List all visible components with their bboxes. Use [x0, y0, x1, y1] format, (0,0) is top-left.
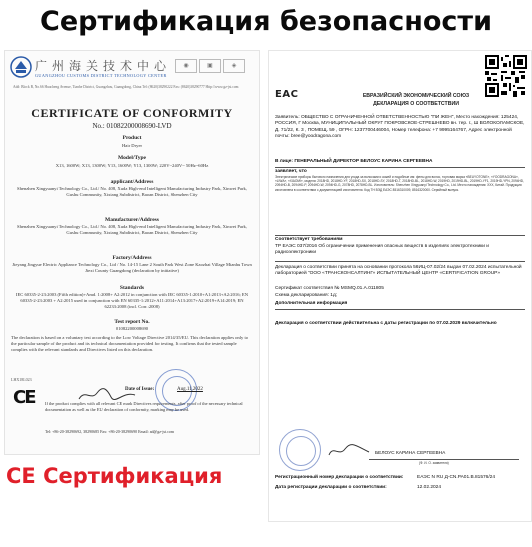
- ce-certificate: [4, 50, 260, 455]
- ce-certification-label: CE Сертификация: [6, 464, 223, 488]
- model-label: Model/Type: [117, 155, 146, 161]
- qr-code-icon: [485, 55, 527, 97]
- lab-name: 广州海关技术中心: [35, 59, 172, 73]
- eac-validity: Декларация о соответствии действительна с даты регистрации по 07.02.2029 включительно: [275, 321, 497, 326]
- manufacturer-value: Shenzhen Xingyuanyi Technology Co., Ltd./ No. 408, Xuda High-end Intelligent Manufacturing Industry Park, Xinwei Park, Gushu Community, Xixiang Subdistrict, Baoan District, Shenzhen City: [17, 224, 247, 235]
- report-label: Test report No.: [114, 319, 150, 325]
- model-value: X13, 1600W; X13, 1300W; Y13, 1600W; Y13, 1300W; 220V~240V~ 50Hz~60Hz: [55, 163, 209, 168]
- factory-label: Factory/Address: [112, 255, 152, 261]
- issue-date-value: Aug.11,2022: [177, 387, 203, 392]
- ce-mark-icon: CE: [13, 387, 35, 408]
- lab-code: LHX18L023: [11, 377, 32, 382]
- tr-label: Соответствует требованиям: [275, 237, 343, 242]
- eac-basis: Декларация о соответствии принята на основании протокола 56ИЦ-07.02/24 выдан 07.02.2024 испытательной лабораторией "ООО «ТРАНСКОНСАЛТИНГ» ИСПЫТАТЕЛЬНЫЙ ЦЕНТР «CERTIFICATION GROUP»: [275, 265, 522, 277]
- declares-label: заявляет, что: [275, 169, 307, 174]
- reg-date-label: Дата регистрации декларации о соответствии:: [275, 485, 387, 490]
- lab-logo-icon: [9, 55, 33, 79]
- lab-subtitle: GUANGZHOU CUSTOMS DISTRICT TECHNOLOGY CENTER: [35, 73, 167, 78]
- eac-scheme: Схема декларирования: 1д;: [275, 293, 338, 298]
- certificate-number: No.: 01082200008690-LVD: [92, 122, 172, 130]
- divider: [275, 261, 525, 262]
- eac-accreditation: Сертификат соответствия № MSMQ.01.А.011805: [275, 286, 384, 291]
- product-value: Hair Dryer: [121, 143, 143, 148]
- reg-number-label: Регистрационный номер декларации о соответствии:: [275, 475, 404, 480]
- reg-number-value: ЕАЭС N RU Д-CN.РА01.В.81576/24: [417, 475, 495, 480]
- issue-date-label: Date of Issue:: [125, 387, 155, 392]
- extra-info-label: Дополнительная информация: [275, 301, 348, 306]
- declaration-type: ДЕКЛАРАЦИЯ О СООТВЕТСТВИИ: [373, 101, 459, 107]
- applicant-label: applicant/Address: [110, 179, 154, 185]
- product-label: Product: [122, 135, 142, 141]
- declaration-text: The declaration is based on a voluntary test according to the Low Voltage Directive 2014/35/EU. This declaration applies only to the particular sample of the product and its technical documentation provided for testing. It confirms that the tested sample complies with the relevant standards and Directives listed on this declaration.: [11, 335, 249, 352]
- factory-value: Jieyang Jingyue Electric Appliance Technology Co., Ltd / No. 14-15 Lane 2 South Park West Zone Kaozhai Village Mianhu Town Jiexi County Guangdong (declaration by initiative): [12, 262, 252, 273]
- page-headline: Сертификация безопасности: [40, 6, 492, 37]
- divider: [275, 235, 525, 236]
- eac-product-description: Электрические приборы бытового назначения для ухода за волосами и кожей и подобные им: фены для волос, торговая марка «BEUYOTONE», «YOODRAGONA», «LIWA», «XIAOMI», модели: 2018HD, 2018HD-YF, 2018HD-SX, 2018HD-SY, 2018HD-T, 2018HD-BL, 2018HD-W, 2019HD, 2019HD-BL, 2019HD-YF1, 2019HD-YPN, 2094HD, 2094HD-B, 2094HD-P, 2094HD-W, 2094HD-G, 2078HD, 2078HD-BL. Изготовитель: Shenzhen Xingyuanyi Technology Co., Ltd. Место нахождения: ХХХ, Китай. Продукция изготовлена в соответствии с документацией изготовителя. Код ТН ВЭД ЕАЭС 8516310009, 8516320000. Серийный выпуск.: [275, 175, 524, 192]
- signer-name: БЕЛОУС КАРИНА СЕРГЕЕВНА: [375, 451, 446, 456]
- eac-applicant: Заявитель: ОБЩЕСТВО С ОГРАНИЧЕННОЙ ОТВЕТСТВЕННОСТЬЮ "ПИ ЖЕН", Место нахождения: 125424, РОССИЯ, Г Москва, МУНИЦИПАЛЬНЫЙ ОКРУГ ПОКРОВСКОЕ-СТРЕШНЕВО вн. тер. г., Ш ВОЛОКОЛАМСКОЕ, Д. 71/22, К. 3 , ПОМЕЩ. 59 , ОГРН: 1237700446004, Номер телефона: +7 9995164767, Адрес электронной почты: bree@yoodragona.com: [275, 115, 525, 139]
- signer-caption: (Ф. И. О. заявителя): [419, 461, 449, 465]
- tr-text: ТР ЕАЭС 037/2016 Об ограничении применения опасных веществ в изделиях электротехники и радиоэлектроники: [275, 244, 489, 256]
- ilac-mark-icon: ◈: [223, 59, 245, 73]
- signature-icon: [327, 443, 371, 459]
- reg-date-value: 12.02.2024: [417, 485, 442, 490]
- divider: [275, 167, 525, 168]
- applicant-value: Shenzhen Xingyuanyi Technology Co., Ltd./ No. 408, Xuda High-end Intelligent Manufacturing Industry Park, Xinwei Park, Gushu Community, Xixiang Subdistrict, Baoan District, Shenzhen City: [17, 186, 247, 197]
- eac-logo: EAC: [275, 89, 299, 100]
- lab-address: Add: Block B, No.66 Huacheng Avenue, Tianhe District, Guangzhou, Guangdong, China Tel: (8620)38290222 Fax: (8620)38290777 Http://www.gz-jst.com: [13, 85, 239, 89]
- report-value: 01082200008690: [115, 326, 149, 331]
- signature-line: [369, 459, 519, 460]
- eac-person: В лице: ГЕНЕРАЛЬНЫЙ ДИРЕКТОР БЕЛОУС КАРИНА СЕРГЕЕВНА: [275, 159, 433, 164]
- cnas-mark-icon: ▣: [199, 59, 221, 73]
- divider: [275, 309, 525, 310]
- eac-declaration: [268, 50, 532, 522]
- lab-contact: Tel: +86-20-38290692, 38290685 Fax: +86-20-38290690 Email: ad@gz-jst.com: [45, 429, 175, 434]
- standards-label: Standards: [119, 285, 145, 291]
- union-name: ЕВРАЗИЙСКИЙ ЭКОНОМИЧЕСКИЙ СОЮЗ: [362, 93, 470, 99]
- company-stamp-icon: [279, 429, 321, 471]
- accreditation-mark-icon: ◉: [175, 59, 197, 73]
- manufacturer-label: Manufacturer/Address: [105, 217, 159, 223]
- certificate-title: CERTIFICATE OF CONFORMITY: [31, 106, 233, 120]
- standards-value: IEC 60335-2-23:2003 (Fifth edition)+Amd. 1:2008+ A2:2012 in conjunction with IEC 60335-1:2010+A1:2013+A2:2016; EN 60335-2-23:2003 + A2:2015 used in conjunction with EN 60335-1:2012+A11:2014+A13:2017+A2:2019+A14:2019; EN 62233:2008 (incl. Corr.:2008): [15, 292, 249, 309]
- ce-footnote: If the product complies with all relevant CE mark Directives requirements, after proof of the necessary technical documentation as well as the EU declaration of conformity, marking may be used.: [45, 401, 243, 412]
